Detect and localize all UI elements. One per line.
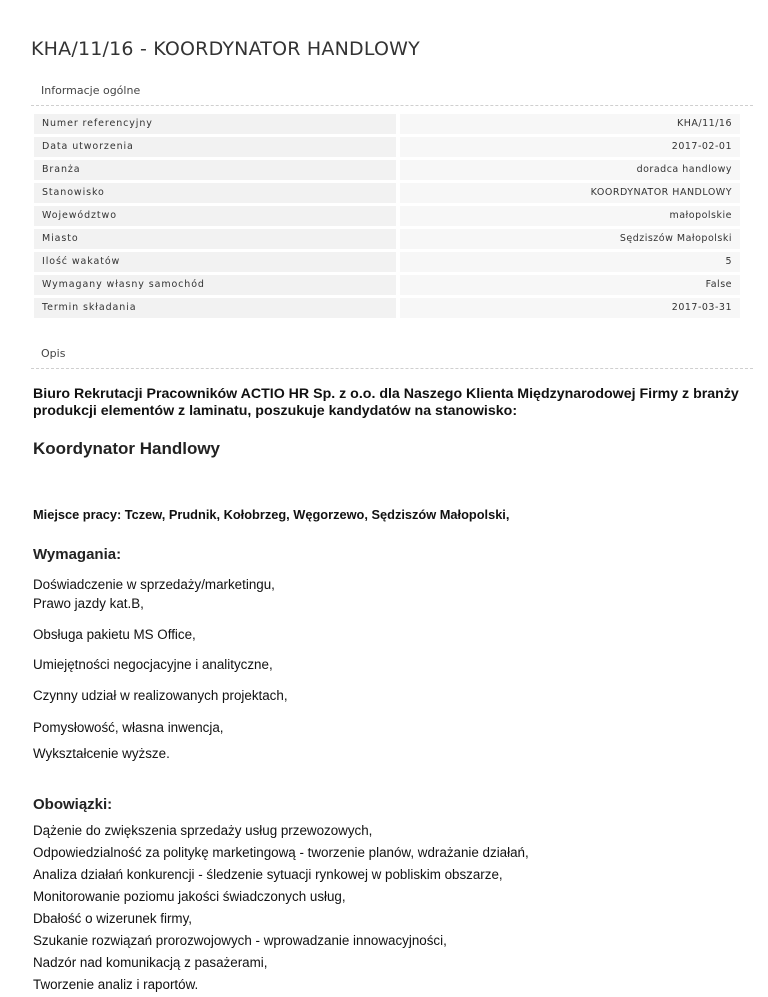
description-intro: Biuro Rekrutacji Pracowników ACTIO HR Sp. z o.o. dla Naszego Klienta Międzynarodowej Firmy z branży produkcji elementów z laminatu, poszukuje kandydatów na stanowisko: (33, 386, 739, 419)
role-heading: Koordynator Handlowy (33, 439, 221, 458)
list-item: Czynny udział w realizowanych projektach, (33, 688, 288, 703)
requirements-list (33, 577, 288, 765)
info-label: Województwo (34, 206, 396, 226)
info-label: Stanowisko (34, 183, 396, 203)
info-value: False (400, 275, 740, 295)
info-row (34, 229, 740, 249)
info-value: 5 (400, 252, 740, 272)
info-table (34, 114, 740, 321)
info-value: 2017-02-01 (400, 137, 740, 157)
list-item: Odpowiedzialność za politykę marketingową - tworzenie planów, wdrażanie działań, (33, 845, 529, 860)
requirements-heading: Wymagania: (33, 546, 122, 563)
info-row (34, 252, 740, 272)
divider (31, 368, 753, 369)
list-item: Doświadczenie w sprzedaży/marketingu, (33, 577, 275, 592)
info-value: 2017-03-31 (400, 298, 740, 318)
info-row (34, 298, 740, 318)
list-item: Szukanie rozwiązań prorozwojowych - wprowadzanie innowacyjności, (33, 933, 447, 948)
info-value: KOORDYNATOR HANDLOWY (400, 183, 740, 203)
list-item: Nadzór nad komunikacją z pasażerami, (33, 955, 268, 970)
info-row (34, 137, 740, 157)
list-item: Monitorowanie poziomu jakości świadczonych usług, (33, 889, 346, 904)
info-row (34, 114, 740, 134)
list-item: Umiejętności negocjacyjne i analityczne, (33, 657, 273, 672)
info-value: KHA/11/16 (400, 114, 740, 134)
section-label-description: Opis (41, 347, 66, 360)
section-label-general: Informacje ogólne (41, 84, 141, 97)
info-label: Numer referencyjny (34, 114, 396, 134)
info-value: Sędziszów Małopolski (400, 229, 740, 249)
info-label: Data utworzenia (34, 137, 396, 157)
list-item: Analiza działań konkurencji - śledzenie sytuacji rynkowej w pobliskim obszarze, (33, 867, 503, 882)
list-item: Dbałość o wizerunek firmy, (33, 911, 193, 926)
info-value: doradca handlowy (400, 160, 740, 180)
page-title: KHA/11/16 - KOORDYNATOR HANDLOWY (31, 38, 420, 60)
info-label: Ilość wakatów (34, 252, 396, 272)
info-row (34, 183, 740, 203)
info-label: Termin składania (34, 298, 396, 318)
divider (31, 105, 753, 106)
duties-heading: Obowiązki: (33, 796, 113, 813)
info-row (34, 160, 740, 180)
info-row (34, 275, 740, 295)
info-label: Miasto (34, 229, 396, 249)
info-value: małopolskie (400, 206, 740, 226)
duties-list (33, 823, 529, 997)
info-label: Wymagany własny samochód (34, 275, 396, 295)
list-item: Tworzenie analiz i raportów. (33, 977, 199, 992)
info-label: Branża (34, 160, 396, 180)
list-item: Obsługa pakietu MS Office, (33, 627, 196, 642)
list-item: Dążenie do zwiększenia sprzedaży usług przewozowych, (33, 823, 373, 838)
list-item: Wykształcenie wyższe. (33, 746, 170, 761)
list-item: Pomysłowość, własna inwencja, (33, 720, 224, 735)
work-location: Miejsce pracy: Tczew, Prudnik, Kołobrzeg, Węgorzewo, Sędziszów Małopolski, (33, 507, 510, 522)
info-row (34, 206, 740, 226)
list-item: Prawo jazdy kat.B, (33, 596, 144, 611)
